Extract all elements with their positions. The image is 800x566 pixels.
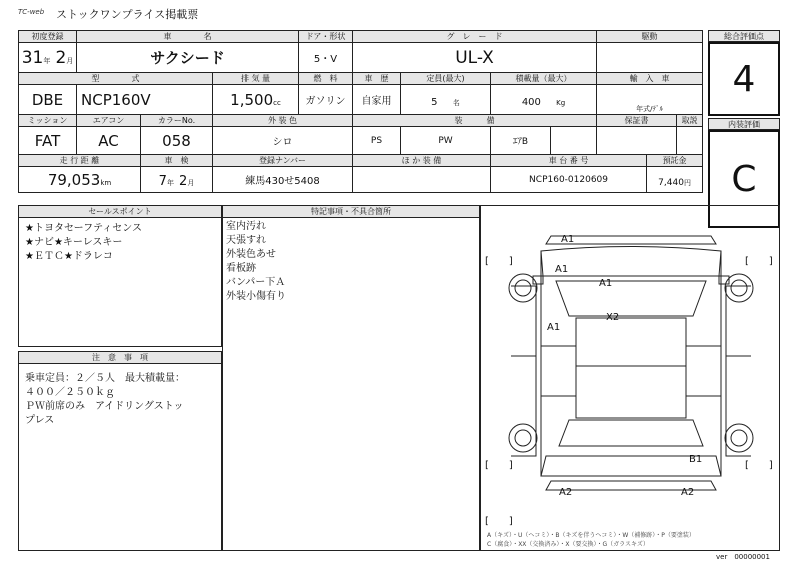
chassis-value: NCP160-0120609 xyxy=(491,167,647,193)
equip-empty xyxy=(551,127,597,155)
label-color-no: カラーNo. xyxy=(141,115,213,127)
label-chassis: 車 台 番 号 xyxy=(491,155,647,167)
drive-value xyxy=(597,43,703,73)
label-overall-score: 総合評価点 xyxy=(708,30,780,42)
label-plate: 登録ナンバー xyxy=(213,155,353,167)
bracket: [ ] xyxy=(745,460,773,471)
model-value: NCP160V xyxy=(77,85,213,115)
note-item: 外装色あせ xyxy=(226,249,276,260)
overall-score: 4 xyxy=(708,42,780,116)
car-diagram xyxy=(481,206,779,550)
damage-mark: B1 xyxy=(689,454,703,465)
damage-diagram-panel xyxy=(480,205,780,551)
plate-value: 練馬430せ5408 xyxy=(213,167,353,193)
logo: TC-web xyxy=(18,8,45,16)
label-displacement: 排 気 量 xyxy=(213,73,299,85)
label-fuel: 燃 料 xyxy=(299,73,353,85)
label-price: 預託金 xyxy=(647,155,703,167)
cautions-panel xyxy=(18,351,222,551)
capacity-value: 5 名 xyxy=(401,85,491,115)
label-import: 輸 入 車 xyxy=(597,73,703,85)
label-history: 車 歴 xyxy=(353,73,401,85)
note-item: 室内汚れ xyxy=(226,221,266,232)
bracket: [ ] xyxy=(485,516,513,527)
damage-mark: A1 xyxy=(599,278,613,289)
note-item: 天張すれ xyxy=(226,235,266,246)
label-manual: 取説 xyxy=(677,115,703,127)
door-value: 5・V xyxy=(299,43,353,73)
caution-line: プレス xyxy=(25,415,55,426)
label-warranty: 保証書 xyxy=(597,115,677,127)
damage-mark: A2 xyxy=(681,487,695,498)
label-capacity: 定員(最大) xyxy=(401,73,491,85)
label-equipment: 装 備 xyxy=(353,115,597,127)
note-item: 外装小傷有り xyxy=(226,291,286,302)
first-reg-value: 31年 2月 xyxy=(19,43,77,73)
label-exterior: 外 装 色 xyxy=(213,115,353,127)
label-grade: グ レ ー ド xyxy=(353,31,597,43)
label-sales-points: セールスポイント xyxy=(19,206,221,218)
label-first-reg: 初度登録 xyxy=(19,31,77,43)
label-aircon: エアコン xyxy=(77,115,141,127)
label-mileage: 走 行 距 離 xyxy=(19,155,141,167)
warranty-value xyxy=(597,127,677,155)
spec-table xyxy=(18,30,703,193)
damage-mark: A1 xyxy=(555,264,569,275)
header xyxy=(0,0,800,28)
label-drive: 駆動 xyxy=(597,31,703,43)
fuel-value: ガソリン xyxy=(299,85,353,115)
equip-ps: PS xyxy=(353,127,401,155)
inspection-value: 7年 2月 xyxy=(141,167,213,193)
mission-value: FAT xyxy=(19,127,77,155)
notes-panel xyxy=(222,205,480,551)
sales-point-item: ★ＥＴＣ★ドラレコ xyxy=(25,251,113,262)
note-item: バンパー下Ａ xyxy=(226,277,286,288)
rear-window-outline xyxy=(559,420,703,446)
equip-ab: ｴｱB xyxy=(491,127,551,155)
load-value: 400 Kg xyxy=(491,85,597,115)
version-label: ver 00000001 xyxy=(716,553,770,561)
sales-points-panel xyxy=(18,205,222,347)
label-cautions: 注 意 事 項 xyxy=(19,352,221,364)
other-equip-value xyxy=(353,167,491,193)
bracket: [ ] xyxy=(745,256,773,267)
label-mission: ミッション xyxy=(19,115,77,127)
body-sides xyxy=(541,251,721,476)
import-value: 年式/ﾃﾞﾙ xyxy=(597,85,703,115)
roof-outline xyxy=(576,318,686,418)
label-interior-score: 内装評価 xyxy=(708,118,780,130)
color-no-value: 058 xyxy=(141,127,213,155)
label-notes: 特記事項・不具合箇所 xyxy=(223,206,479,218)
aircon-value: AC xyxy=(77,127,141,155)
bracket: [ ] xyxy=(485,256,513,267)
page-title: ストックワンプライス掲載票 xyxy=(56,8,199,21)
manual-value xyxy=(677,127,703,155)
label-inspection: 車 検 xyxy=(141,155,213,167)
label-door: ドア・形状 xyxy=(299,31,353,43)
sales-point-item: ★ナビ★キーレスキー xyxy=(25,237,123,248)
damage-mark: X2 xyxy=(606,312,620,323)
legend-line-1: A（キズ）・U（ヘコミ）・B（キズを伴うヘコミ）・W（補修跡）・P（要塗装） xyxy=(487,532,695,539)
damage-mark: A1 xyxy=(561,234,575,245)
car-name-value: サクシード xyxy=(77,43,299,73)
history-value: 自家用 xyxy=(353,85,401,115)
label-model: 型 式 xyxy=(19,73,213,85)
sales-point-item: ★トヨタセーフティセンス xyxy=(25,223,142,234)
label-car-name: 車 名 xyxy=(77,31,299,43)
legend-line-2: C（腐食）・XX（交換済み）・X（要交換）・G（ガラスキズ） xyxy=(487,541,649,548)
caution-line: ４００／２５０ｋｇ xyxy=(25,387,115,398)
grade-value: UL-X xyxy=(353,43,597,73)
score-panel xyxy=(708,30,780,200)
exterior-value: シロ xyxy=(213,127,353,155)
caution-line: 乗車定員：２／５人 最大積載量： xyxy=(25,373,185,384)
label-load: 積載量（最大） xyxy=(491,73,597,85)
damage-mark: A2 xyxy=(559,487,573,498)
equip-pw: PW xyxy=(401,127,491,155)
damage-mark: A1 xyxy=(547,322,561,333)
wheel-rear-right xyxy=(725,424,753,452)
caution-line: ＰＷ前席のみ アイドリングストッ xyxy=(25,401,184,412)
note-item: 看板跡 xyxy=(226,263,256,274)
label-other-equip: ほ か 装 備 xyxy=(353,155,491,167)
mileage-value: 79,053km xyxy=(19,167,141,193)
model-prefix: DBE xyxy=(19,85,77,115)
interior-score: C xyxy=(708,130,780,228)
windshield-outline xyxy=(556,281,706,316)
bracket: [ ] xyxy=(485,460,513,471)
wheel-rear-left xyxy=(509,424,537,452)
displacement-value: 1,500cc xyxy=(213,85,299,115)
price-value: 7,440円 xyxy=(647,167,703,193)
